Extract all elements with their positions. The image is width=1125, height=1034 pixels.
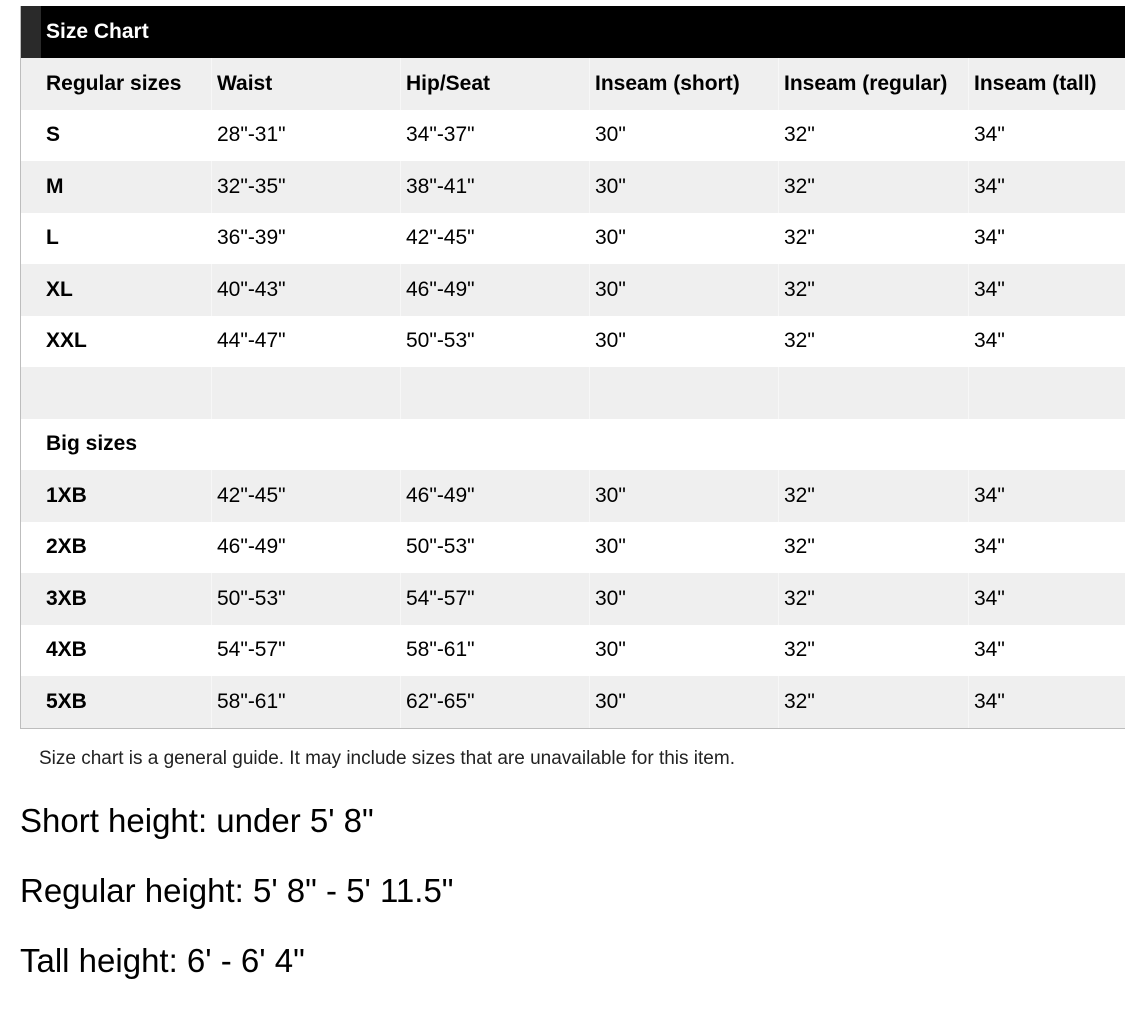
- big-sizes-heading-row: [21, 419, 1125, 471]
- table-cell: 34": [968, 573, 1125, 625]
- header-inseam-regular: Inseam (regular): [778, 58, 968, 110]
- tall-height-text: Tall height: 6' - 6' 4": [20, 942, 305, 979]
- table-cell: 46"-49": [400, 264, 589, 316]
- table-cell: 40"-43": [211, 264, 400, 316]
- table-cell: 42"-45": [211, 470, 400, 522]
- table-cell: 34": [968, 264, 1125, 316]
- table-cell: 34": [968, 213, 1125, 265]
- table-cell: 34": [968, 110, 1125, 162]
- table-cell: 34"-37": [400, 110, 589, 162]
- table-cell: 34": [968, 676, 1125, 728]
- table-cell: 34": [968, 161, 1125, 213]
- spacer-cell: [21, 367, 211, 419]
- table-cell: 44"-47": [211, 316, 400, 368]
- table-cell: 32": [778, 573, 968, 625]
- table-cell: 34": [968, 470, 1125, 522]
- size-label-cell: L: [46, 226, 59, 250]
- table-cell: 50"-53": [211, 573, 400, 625]
- table-cell: 32"-35": [211, 161, 400, 213]
- size-chart-title: Size Chart: [46, 20, 149, 43]
- table-cell: 46"-49": [400, 470, 589, 522]
- table-row: [21, 470, 1125, 522]
- table-row: [21, 573, 1125, 625]
- table-cell: 62"-65": [400, 676, 589, 728]
- table-cell: 32": [778, 264, 968, 316]
- title-bar-left-cap: [21, 6, 41, 58]
- size-label-cell: 3XB: [46, 586, 87, 610]
- table-row: [21, 213, 1125, 265]
- table-cell: 32": [778, 676, 968, 728]
- big-sizes-body: [21, 470, 1125, 728]
- table-row: [21, 625, 1125, 677]
- table-cell: 50"-53": [400, 522, 589, 574]
- table-cell: 30": [589, 470, 778, 522]
- table-cell: 34": [968, 522, 1125, 574]
- table-cell: 30": [589, 161, 778, 213]
- spacer-cell: [778, 367, 968, 419]
- table-row: [21, 161, 1125, 213]
- table-cell: 32": [778, 213, 968, 265]
- table-row: [21, 316, 1125, 368]
- table-cell: 30": [589, 264, 778, 316]
- table-row: [21, 110, 1125, 162]
- table-cell: 42"-45": [400, 213, 589, 265]
- table-cell: 50"-53": [400, 316, 589, 368]
- spacer-cell: [400, 367, 589, 419]
- table-row: [21, 264, 1125, 316]
- size-label-cell: 4XB: [46, 638, 87, 662]
- table-cell: 32": [778, 625, 968, 677]
- size-label-cell: 5XB: [46, 689, 87, 713]
- regular-height-text: Regular height: 5' 8" - 5' 11.5": [20, 872, 454, 909]
- header-regular-sizes: Regular sizes: [46, 71, 182, 95]
- table-cell: 38"-41": [400, 161, 589, 213]
- size-label-cell: 2XB: [46, 535, 87, 559]
- table-cell: 32": [778, 161, 968, 213]
- table-cell: 28"-31": [211, 110, 400, 162]
- table-cell: 58"-61": [400, 625, 589, 677]
- size-chart-table: [20, 6, 1125, 729]
- table-cell: 30": [589, 213, 778, 265]
- spacer-cell: [211, 367, 400, 419]
- table-cell: 30": [589, 625, 778, 677]
- table-cell: 32": [778, 316, 968, 368]
- table-cell: 54"-57": [400, 573, 589, 625]
- spacer-cell: [968, 367, 1125, 419]
- table-cell: 32": [778, 110, 968, 162]
- header-inseam-tall: Inseam (tall): [968, 58, 1125, 110]
- table-cell: 36"-39": [211, 213, 400, 265]
- size-chart-note: Size chart is a general guide. It may include sizes that are unavailable for this item.: [39, 748, 735, 769]
- size-label-cell: XXL: [46, 329, 87, 353]
- table-row: [21, 676, 1125, 728]
- table-cell: 58"-61": [211, 676, 400, 728]
- table-cell: 30": [589, 522, 778, 574]
- size-label-cell: XL: [46, 277, 73, 301]
- size-label-cell: 1XB: [46, 483, 87, 507]
- header-hip-seat: Hip/Seat: [400, 58, 589, 110]
- table-cell: 46"-49": [211, 522, 400, 574]
- table-cell: 34": [968, 316, 1125, 368]
- table-row: [21, 522, 1125, 574]
- spacer-cell: [589, 367, 778, 419]
- size-label-cell: M: [46, 174, 64, 198]
- table-cell: 30": [589, 573, 778, 625]
- header-waist: Waist: [211, 58, 400, 110]
- regular-sizes-body: [21, 110, 1125, 368]
- table-cell: 32": [778, 522, 968, 574]
- table-cell: 30": [589, 110, 778, 162]
- short-height-text: Short height: under 5' 8": [20, 802, 374, 839]
- table-cell: 30": [589, 316, 778, 368]
- size-label-cell: S: [46, 123, 61, 147]
- big-sizes-label: Big sizes: [46, 432, 138, 456]
- size-chart-title-bar: [21, 6, 1125, 58]
- table-cell: 54"-57": [211, 625, 400, 677]
- table-cell: 32": [778, 470, 968, 522]
- spacer-row: [21, 367, 1125, 419]
- table-cell: 30": [589, 676, 778, 728]
- table-header-row: [21, 58, 1125, 110]
- table-cell: 34": [968, 625, 1125, 677]
- header-inseam-short: Inseam (short): [589, 58, 778, 110]
